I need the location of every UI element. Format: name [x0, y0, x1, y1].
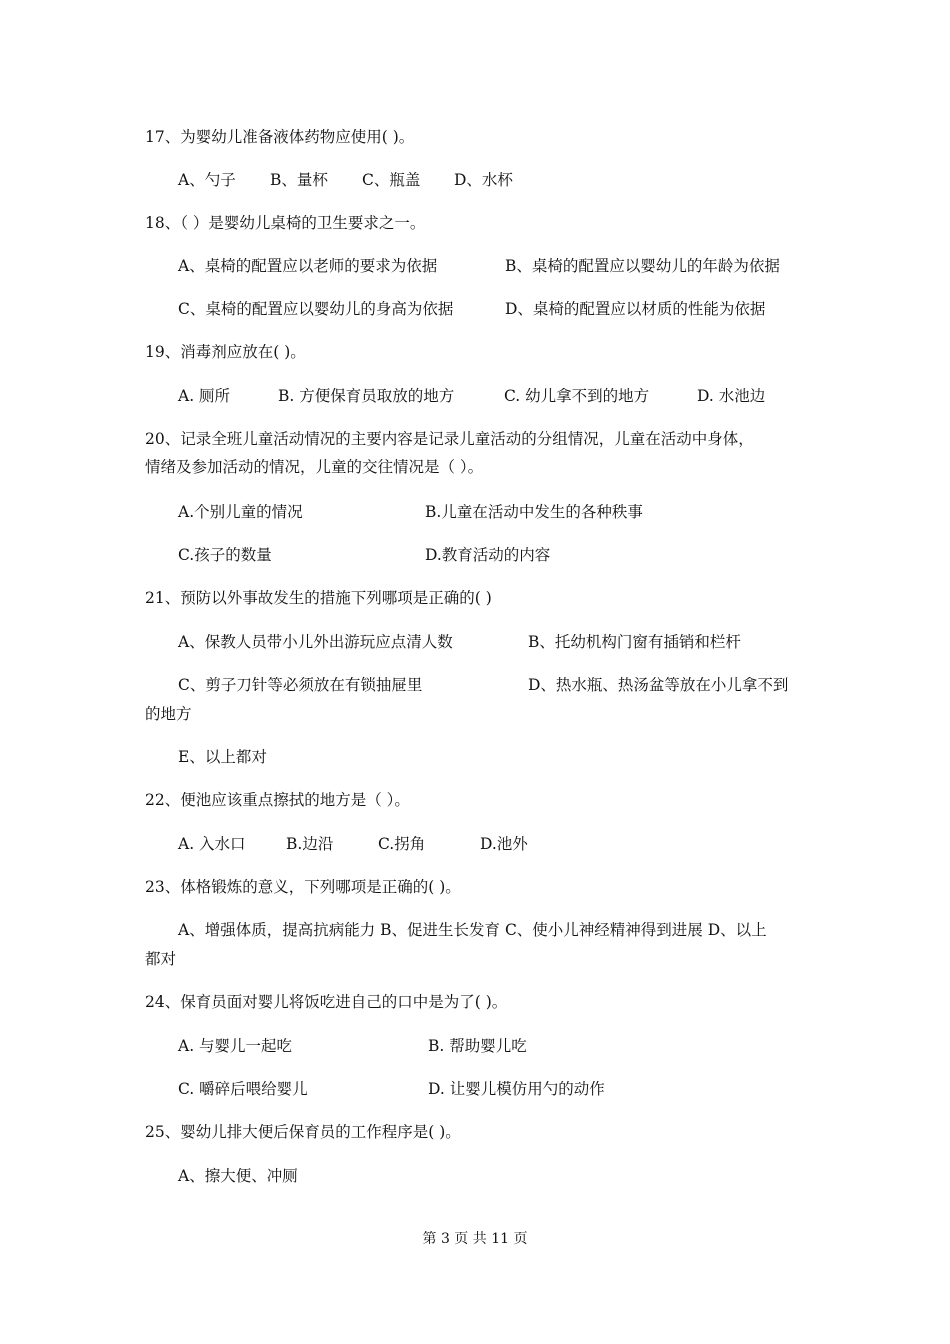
question-18-option-c: C、桌椅的配置应以婴幼儿的身高为依据	[178, 300, 454, 318]
question-23-options-line1: A、增强体质，提高抗病能力 B、促进生长发育 C、使小儿神经精神得到进展 D、以上	[178, 921, 767, 939]
question-20-option-b: B.儿童在活动中发生的各种秩事	[425, 503, 643, 521]
question-20-stem-line1: 20、记录全班儿童活动情况的主要内容是记录儿童活动的分组情况，儿童在活动中身体，	[145, 430, 754, 448]
question-18-option-b: B、桌椅的配置应以婴幼儿的年龄为依据	[505, 257, 780, 275]
question-20-stem-line2: 情绪及参加活动的情况，儿童的交往情况是（ ）。	[145, 458, 484, 476]
question-23-stem: 23、体格锻炼的意义，下列哪项是正确的( )。	[145, 878, 461, 896]
question-17-option-b: B、量杯	[270, 171, 328, 189]
question-23-options-line2: 都对	[145, 950, 177, 968]
question-22-option-c: C.拐角	[378, 835, 426, 853]
question-20-option-d: D.教育活动的内容	[425, 546, 551, 564]
question-19-option-c: C. 幼儿拿不到的地方	[504, 387, 650, 405]
question-19-stem: 19、消毒剂应放在( )。	[145, 343, 306, 361]
question-21-stem: 21、预防以外事故发生的措施下列哪项是正确的( )	[145, 589, 492, 607]
question-24-option-c: C. 嚼碎后喂给婴儿	[178, 1080, 308, 1098]
question-21-option-c: C、剪子刀针等必须放在有锁抽屉里	[178, 676, 423, 694]
question-22-option-d: D.池外	[480, 835, 528, 853]
question-21-option-d-continued: 的地方	[145, 705, 192, 723]
question-24-option-d: D. 让婴儿模仿用勺的动作	[428, 1080, 605, 1098]
page-number-footer: 第 3 页 共 11 页	[422, 1231, 528, 1247]
question-19-option-b: B. 方便保育员取放的地方	[278, 387, 455, 405]
question-20-option-c: C.孩子的数量	[178, 546, 272, 564]
question-18-stem: 18、（ ）是婴幼儿桌椅的卫生要求之一。	[145, 214, 426, 232]
question-21-option-d: D、热水瓶、热汤盆等放在小儿拿不到	[528, 676, 789, 694]
question-22-option-a: A. 入水口	[178, 835, 246, 853]
question-17-stem: 17、为婴幼儿准备液体药物应使用( )。	[145, 128, 415, 146]
question-25-option-a: A、擦大便、冲厕	[178, 1167, 298, 1185]
question-24-stem: 24、保育员面对婴儿将饭吃进自己的口中是为了( )。	[145, 993, 508, 1011]
question-21-option-a: A、保教人员带小儿外出游玩应点清人数	[178, 633, 453, 651]
question-17-option-d: D、水杯	[454, 171, 513, 189]
question-22-stem: 22、便池应该重点擦拭的地方是（ ）。	[145, 791, 410, 809]
question-24-option-a: A. 与婴儿一起吃	[178, 1037, 293, 1055]
question-17-option-a: A、勺子	[178, 171, 236, 189]
question-21-option-b: B、托幼机构门窗有插销和栏杆	[528, 633, 741, 651]
question-19-option-a: A. 厕所	[178, 387, 231, 405]
question-18-option-d: D、桌椅的配置应以材质的性能为依据	[505, 300, 766, 318]
question-20-option-a: A.个别儿童的情况	[178, 503, 303, 521]
question-24-option-b: B. 帮助婴儿吃	[428, 1037, 527, 1055]
question-17-option-c: C、瓶盖	[362, 171, 421, 189]
question-18-option-a: A、桌椅的配置应以老师的要求为依据	[178, 257, 438, 275]
question-22-option-b: B.边沿	[286, 835, 334, 853]
question-21-option-e: E、以上都对	[178, 748, 267, 766]
question-19-option-d: D. 水池边	[697, 387, 766, 405]
question-25-stem: 25、婴幼儿排大便后保育员的工作程序是( )。	[145, 1123, 461, 1141]
